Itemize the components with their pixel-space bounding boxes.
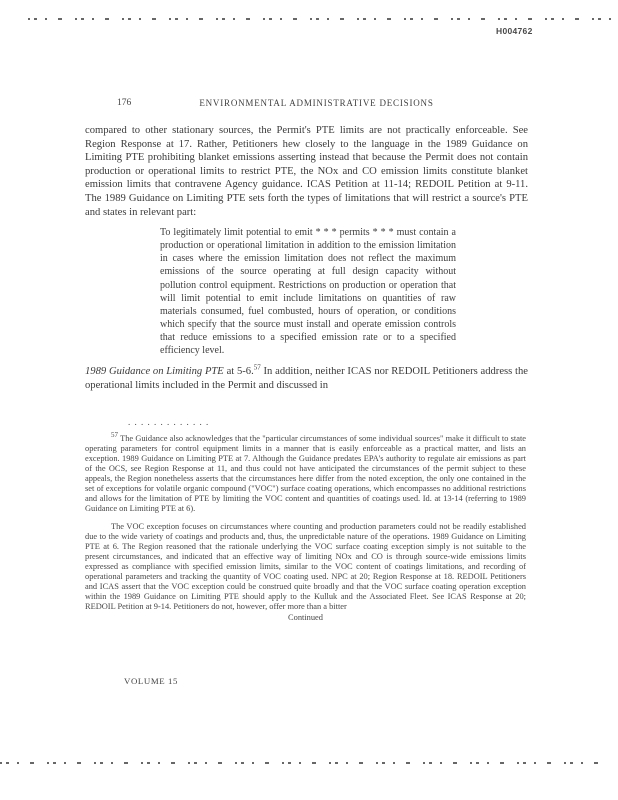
document-stamp-id: H004762 (496, 26, 533, 36)
footnote-paragraph-2: The VOC exception focuses on circumstances where counting and production parameters could not be readily established due to the wide variety of coatings and products and, thus, the unpredictable nature of the operations. 1989 Guidance on Limiting PTE at 6. The Region reasoned that the rationale underlying the VOC surface coating exception simply is not suitable to the present circumstances, and indicated that an effective way of limiting NOx and CO is through source-wide emissions limits expressed as compliance with specified emission limits, similar to the VOC content of coatings limitations, and recording of operational parameters and tracking the quantity of VOC coating used. NPC at 20; Region Response at 18. REDOIL Petitioners and ICAS assert that the VOC exception could be construed quite broadly and that the VOC surface coating operation exception within the 1989 Guidance on Limiting PTE should apply to the Kulluk and the Associated Fleet. See ICAS Response at 20; REDOIL Petition at 9-14. Petitioners do not, however, offer more than a bitter (85, 522, 526, 611)
citation-continuation: In addition, neither ICAS nor REDOIL Petitioners address the operational limits included in the Permit and discussed in (85, 366, 528, 391)
footnote-paragraph-1-text: The Guidance also acknowledges that the "particular circumstances of some individual sources" make it difficult to state operating parameters for control equipment limits in a manner that is easily enforceable as a practical matter, and lists an exception. 1989 Guidance on Limiting PTE at 7. Although the Guidance predates EPA's authority to regulate air emissions as part of the OCS, see Region Response at 11, and thus could not have anticipated the circumstances of the permit subject to these appeals, the Region nonetheless asserts that the circumstances here differ from the noted exception, the only one contained in the set of exceptions for volatile organic compound ("VOC") surface coating operations, which encompasses no additional restrictions and allows for the limitation of PTE by limiting the VOC content and quantities of coatings used. Id. at 13-14 (referring to 1989 Guidance on Limiting PTE at 6). (85, 434, 526, 513)
footnote-continued-label: Continued (288, 613, 323, 622)
volume-footer: VOLUME 15 (124, 676, 179, 686)
page-number: 176 (117, 98, 132, 108)
footnote-paragraph-1 (85, 431, 526, 514)
running-title: ENVIRONMENTAL ADMINISTRATIVE DECISIONS (199, 98, 434, 108)
footnote-separator: . . . . . . . . . . . . . (128, 417, 210, 427)
block-quote: To legitimately limit potential to emit * * * permits * * * must contain a production or operational limitation in addition to the emission limitation in cases where the emission limitation does not reflect the maximum emissions of the source operating at full design capacity without pollution control equipment. Restrictions on production or operation that will limit potential to emit include limitations on quantities of raw materials consumed, fuel combusted, hours of operation, or conditions which specify that the source must install and operate emission controls that reduce emissions to a specified emission rate or to a specified efficiency level. (160, 227, 456, 356)
citation-pincite: at 5-6. (223, 366, 254, 378)
citation-italic-source: 1989 Guidance on Limiting PTE (85, 366, 224, 378)
citation-paragraph (85, 365, 528, 392)
footnote-reference: 57 (253, 363, 261, 372)
page-header (85, 98, 528, 112)
body-paragraph: compared to other stationary sources, the Permit's PTE limits are not practically enforceable. See Region Response at 17. Rather, Petitioners hew closely to the language in the 1989 Guidance on Limiting PTE prohibiting blanket emissions asserting instead that because the Permit does not contain production or operational limits to restrict PTE, the NOx and CO emission limits constitute blanket emission limits that contravene Agency guidance. ICAS Petition at 11-14; REDOIL Petition at 9-11. The 1989 Guidance on Limiting PTE sets forth the types of limitations that will restrict a source's PTE and states in relevant part: (85, 125, 528, 218)
scan-artifact-bottom-line (0, 762, 610, 764)
scan-artifact-top-line (28, 18, 618, 20)
footnote-marker: 57 (111, 431, 118, 440)
main-text-column (85, 124, 528, 392)
footnote-block (85, 431, 526, 623)
